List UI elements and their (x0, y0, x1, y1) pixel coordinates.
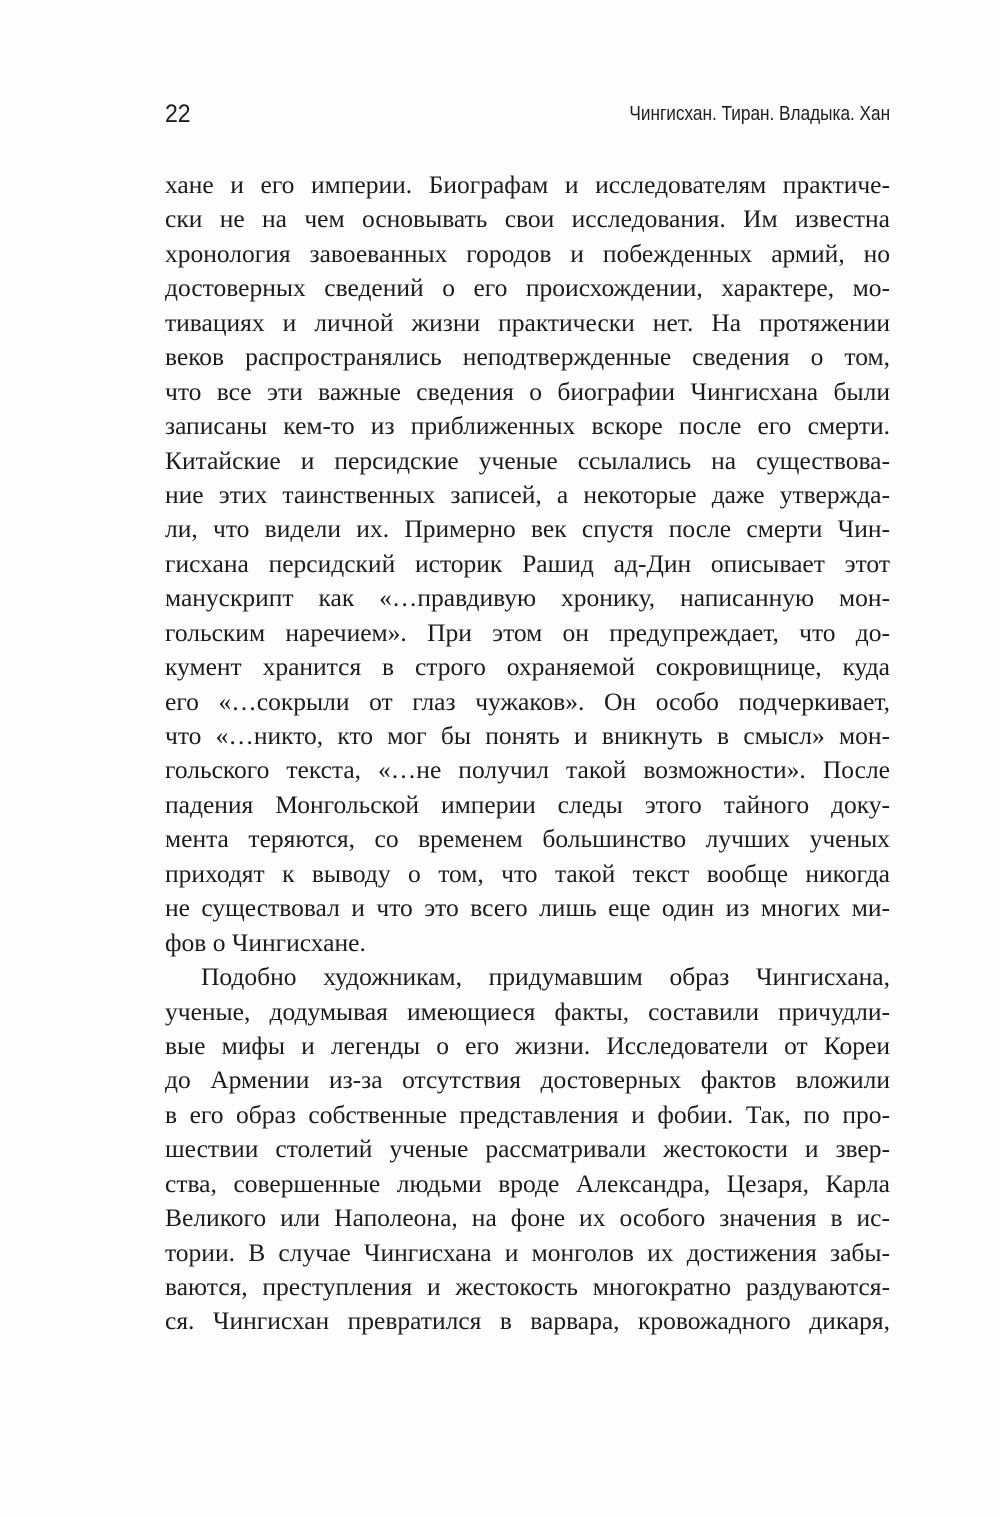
text-line: приходят к выводу о том, что такой текст вообще никогда (165, 858, 890, 888)
text-line: хронология завоеванных городов и побежденных армий, но (165, 238, 890, 268)
text-line: достоверных сведений о его происхождении, характере, мо- (165, 273, 890, 303)
text-line: ся. Чингисхан превратился в варвара, кровожадного дикаря, (165, 1306, 890, 1336)
text-line: мента теряются, со временем большинство лучших ученых (165, 824, 890, 854)
text-line: ученые, додумывая имеющиеся факты, составили причудли- (165, 996, 890, 1026)
text-line: что «…никто, кто мог бы понять и вникнуть в смысл» мон- (165, 721, 890, 750)
text-line: не существовал и что это всего лишь еще один из многих ми- (165, 893, 890, 923)
text-line: фов о Чингисхане. (165, 927, 366, 957)
text-line: шествии столетий ученые рассматривали жестокости и звер- (165, 1134, 890, 1164)
text-line: тории. В случае Чингисхана и монголов их достижения забы- (165, 1237, 890, 1267)
text-line: манускрипт как «…правдивую хронику, написанную мон- (165, 583, 890, 613)
text-line: гольским наречием». При этом он предупреждает, что до- (165, 617, 890, 647)
text-line: ли, что видели их. Примерно век спустя после смерти Чин- (165, 514, 890, 544)
page-number: 22 (165, 100, 191, 128)
text-line: веков распространялись неподтвержденные сведения о том, (165, 342, 890, 372)
text-line: Китайские и персидские ученые ссылались на существова- (165, 445, 890, 475)
text-line: до Армении из-за отсутствия достоверных фактов вложили (165, 1065, 890, 1095)
text-line: кумент хранится в строго охраняемой сокровищнице, куда (165, 652, 890, 682)
text-line: Великого или Наполеона, на фоне их особого значения в ис- (165, 1203, 890, 1233)
text-line: гольского текста, «…не получил такой возможности». После (165, 755, 890, 785)
text-line: записаны кем-то из приближенных вскоре после его смерти. (165, 411, 890, 441)
text-line: вые мифы и легенды о его жизни. Исследователи от Кореи (165, 1030, 890, 1060)
text-line: что все эти важные сведения о биографии Чингисхана были (165, 376, 890, 406)
running-title: Чингисхан. Тиран. Владыка. Хан (629, 103, 890, 125)
text-line: ваются, преступления и жестокость многократно раздуваются- (165, 1272, 890, 1301)
text-line: ние этих таинственных записей, а некоторые даже утвержда- (165, 479, 890, 509)
body-text (165, 168, 890, 1339)
text-line: хане и его империи. Биографам и исследователям практиче- (165, 170, 890, 199)
text-line: в его образ собственные представления и фобии. Так, по про- (165, 1099, 890, 1129)
text-line: его «…сокрыли от глаз чужаков». Он особо подчеркивает, (165, 686, 890, 716)
text-line: ства, совершенные людьми вроде Александра, Цезаря, Карла (165, 1168, 890, 1198)
paragraph-2 (165, 960, 890, 1339)
text-line: ски не на чем основывать свои исследования. Им известна (165, 204, 890, 234)
text-line: падения Монгольской империи следы этого тайного доку- (165, 789, 890, 819)
text-line: Подобно художникам, придумавшим образ Чингисхана, (201, 962, 890, 992)
text-line: тивациях и личной жизни практически нет. На протяжении (165, 307, 890, 337)
paragraph-1 (165, 168, 890, 960)
text-line: гисхана персидский историк Рашид ад-Дин описывает этот (165, 548, 890, 578)
